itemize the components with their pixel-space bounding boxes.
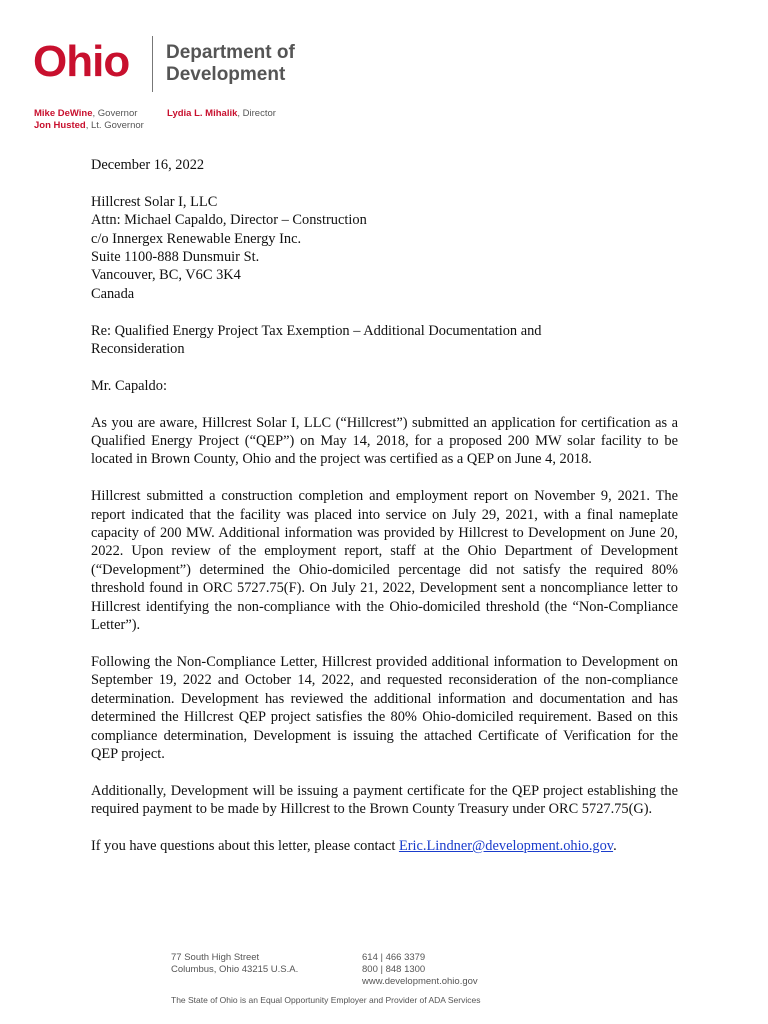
recipient-line: c/o Innergex Renewable Energy Inc. [91,230,302,247]
equal-opportunity-statement: The State of Ohio is an Equal Opportunity Employer and Provider of ADA Services [171,995,481,1005]
lt-governor-title: , Lt. Governor [85,120,144,131]
paragraph-employment-report: Hillcrest submitted a construction completion and employment report on November 9, 2021. The report indicated that the facility was placed into service on July 29, 2021, with a final nameplate capacity of 200 MW. Additional information was provided by Hillcrest to Development on June 20, 2022. Upon review of the employment report, staff at the Ohio Department of Development (“Development”) determined the Ohio-domiciled percentage did not satisfy the required 80% threshold found in ORC 5727.75(F). On July 21, 2022, Development sent a noncompliance letter to Hillcrest identifying the non-compliance with the Ohio-domiciled threshold (the “Non-Compliance Letter”). [91,488,678,634]
recipient-address [91,193,678,303]
paragraph-reconsideration: Following the Non-Compliance Letter, Hillcrest provided additional information to Development on September 19, 2022 and October 14, 2022, and requested reconsideration of the non-compliance determination. Development has reviewed the additional information and documentation and has determined the Hillcrest QEP project satisfies the 80% Ohio-domiciled requirement. Based on this compliance determination, Development is issuing the attached Certificate of Verification for the QEP project. [91,653,678,762]
address-line2: Columbus, Ohio 43215 U.S.A. [171,964,299,975]
governor-block [34,108,144,132]
paragraph-application: As you are aware, Hillcrest Solar I, LLC (“Hillcrest”) submitted an application for certification as a Qualified Energy Project (“QEP”) on May 14, 2018, for a proposed 200 MW solar facility to be located in Brown County, Ohio and the project was certified as a QEP on June 4, 2018. [91,414,678,468]
subject-line [91,322,678,359]
ohio-logo [33,38,129,86]
contact-email-link[interactable]: Eric.Lindner@development.ohio.gov [398,837,614,854]
footer-address [171,952,298,976]
paragraph-payment-certificate: Additionally, Development will be issuing a payment certificate for the QEP project establishing the required payment to be made by Hillcrest to the Brown County Treasury under ORC 5727.75(G). [91,782,678,818]
phone2: 800 | 848 1300 [362,964,426,975]
director-block [167,108,276,120]
ohio-logo-text: Ohio [33,37,130,86]
footer-contact [362,952,478,988]
letter-date: December 16, 2022 [91,157,205,173]
salutation: Mr. Capaldo: [91,377,167,394]
subject-line2: Reconsideration [91,341,185,358]
address-line1: 77 South High Street [171,952,260,963]
recipient-line: Hillcrest Solar I, LLC [91,193,218,210]
department-name [166,42,295,86]
logo-divider [152,36,153,92]
recipient-line: Vancouver, BC, V6C 3K4 [91,267,241,284]
director-name: Lydia L. Mihalik [167,108,238,119]
recipient-line: Attn: Michael Capaldo, Director – Construction [91,212,367,229]
subject-line1: Re: Qualified Energy Project Tax Exemption – Additional Documentation and [91,322,542,339]
recipient-line: Canada [91,285,135,302]
department-line1: Department of [166,42,295,63]
department-line2: Development [166,64,286,85]
recipient-line: Suite 1100-888 Dunsmuir St. [91,249,260,266]
lt-governor-name: Jon Husted [34,120,86,131]
letter-body [91,156,678,874]
closing-text: If you have questions about this letter, please contact [91,837,399,854]
closing-period: . [613,837,617,854]
website: www.development.ohio.gov [362,976,478,987]
governor-title: , Governor [92,108,138,119]
closing-paragraph [91,837,678,855]
phone1: 614 | 466 3379 [362,952,426,963]
director-title: , Director [237,108,276,119]
governor-name: Mike DeWine [34,108,93,119]
